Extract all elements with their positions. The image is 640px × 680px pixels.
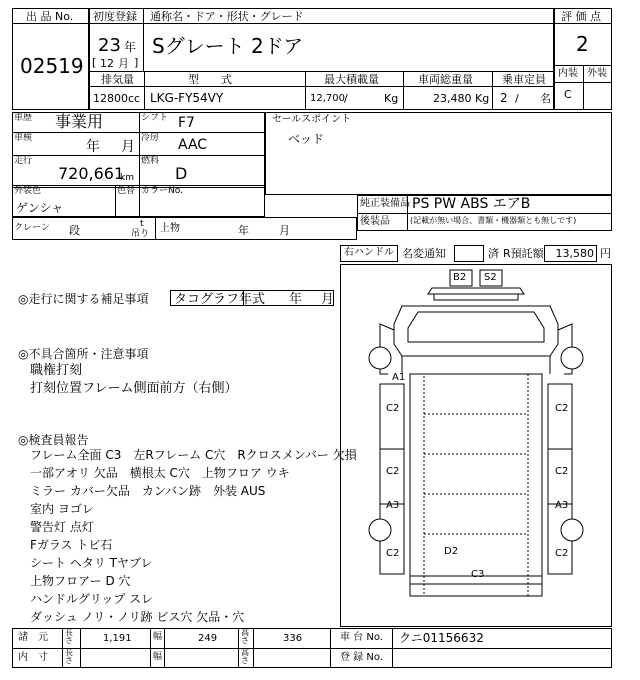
crane-stage: 段 — [69, 224, 80, 237]
length-value: 1,191 — [103, 633, 132, 644]
seat-slash: / — [515, 92, 519, 105]
disp-unit: cc — [128, 92, 141, 105]
damage-c2-right-rear: C2 — [555, 548, 569, 559]
inner-length-label: 長さ — [65, 648, 73, 665]
equipment-label: 純正装備品 — [360, 198, 410, 209]
crane-box — [12, 217, 357, 240]
disp-label: 排気量 — [101, 73, 134, 86]
tacho-month: 月 — [321, 292, 335, 307]
equipment-value: PS PW ABS エアB — [412, 196, 531, 212]
front-bumper — [428, 288, 524, 294]
damage-b2: B2 — [453, 272, 467, 283]
mileage-value: 720,661 — [58, 164, 125, 183]
inspector-line: Fガラス トビ石 — [30, 538, 113, 552]
gvw-label: 車両総重量 — [418, 73, 473, 86]
recycle-yen: 円 — [600, 247, 611, 260]
cab-outline — [394, 306, 558, 356]
mileage-label: 走行 — [14, 156, 33, 166]
first-reg-label: 初度登録 — [93, 10, 137, 23]
defect-title: ◎不具合箇所・注意事項 — [18, 347, 149, 361]
dims-label: 諸 元 — [18, 632, 48, 643]
name-change-label: 名変通知 — [402, 247, 446, 260]
shift-label: シフト — [141, 113, 169, 123]
color-no-label: カラーNo. — [141, 186, 183, 196]
damage-c2-left-front: C2 — [386, 403, 400, 414]
shift-value: F7 — [178, 115, 195, 131]
aircon-value: AAC — [178, 137, 208, 153]
inspector-line: ハンドルグリップ スレ — [30, 592, 154, 606]
disp-value: 12800 — [93, 92, 128, 105]
height-label: 高さ — [241, 628, 249, 645]
handle-value: 右ハンドル — [344, 247, 394, 258]
chassis-label: 車 台 No. — [340, 632, 383, 643]
front-right-wheel — [561, 347, 583, 369]
type-label: 型 式 — [188, 73, 232, 86]
inspector-line: 警告灯 点灯 — [30, 520, 94, 534]
name-label: 通称名・ドア・形状・グレード — [150, 10, 304, 23]
damage-c2-left-rear: C2 — [386, 548, 400, 559]
damage-c2-right-front: C2 — [555, 403, 569, 414]
crane-t: t — [140, 219, 144, 229]
length-label: 長さ — [65, 628, 73, 645]
cargo-floor — [424, 374, 528, 596]
fuel-value: D — [175, 164, 188, 183]
inspector-line: 室内 ヨゴレ — [30, 502, 94, 516]
tacho-year: 年 — [289, 292, 303, 307]
sales-point-label: セールスポイント — [272, 114, 352, 125]
aftermarket-label: 後装品 — [360, 216, 390, 227]
chassis-value: クニ01156632 — [399, 631, 484, 645]
color-value: ゲンシャ — [16, 201, 64, 215]
inspection-month: 月 — [121, 139, 135, 155]
sales-point-value: ベッド — [288, 132, 325, 146]
rear-left-wheel-1 — [369, 519, 391, 541]
damage-s2: S2 — [484, 272, 497, 283]
damage-d2: D2 — [444, 546, 459, 557]
inspection-year: 年 — [86, 139, 100, 155]
cargo-body — [410, 374, 542, 596]
interior-value: C — [564, 88, 572, 101]
color-change-label: 色替 — [117, 186, 136, 196]
color-label: 外装色 — [14, 186, 42, 196]
inspector-line: フレーム全面 C3 左Rフレーム C穴 Rクロスメンバー 欠損 — [30, 448, 357, 462]
upload-month: 月 — [279, 224, 290, 237]
inspector-line: 一部アオリ 欠品 横根太 C穴 上物フロア ウキ — [30, 466, 290, 480]
inspection-label: 車検 — [14, 133, 33, 143]
lot-label: 出 品 No. — [26, 10, 74, 23]
seat-unit: 名 — [540, 92, 551, 105]
load-unit: Kg — [384, 92, 399, 105]
tacho-label: タコグラフ年式 — [174, 292, 266, 307]
crane-label: クレーン — [14, 223, 50, 233]
crane-hook: 吊り — [131, 229, 150, 239]
grade-value: 2 — [576, 32, 589, 56]
inspector-line: ミラー カバー欠品 カンバン跡 外装 AUS — [30, 484, 266, 498]
auction-sheet: 出 品 No. 02519 初度登録 通称名・ドア・形状・グレード 23 年 [ 12 月 ] Sグレート 2ドア 排気量 型 式 最大積載量 車両総重量 乗車定員 12800 cc LKG-FY54VY 12,700 / Kg 23,480 Kg 2 / 名 評 価 点 2 内装 外装 C 車歴 事業用 シフト F7 車検 年 月 冷房 AAC 走行 720,661 km 燃料 D 外装色 ゲンシャ 色替 カラーNo. セールスポイント ベッド 純正装備品 PS PW ABS エアB 後装品 (記載が無い場合、書類・機器類とも無しです) クレーン 段 t 吊り 上物 年 月 右ハンドル 名変通知 済 R預託額 13,580 円 ◎走行に関する補足事項 タコグラフ年式 年 月 ◎不具合箇所・注意事項 職権打刻 打刻位置フレーム側面前方（右側） ◎検査員報告 フレーム全面 C3 左Rフレーム C穴 Rクロスメンバー 欠損 一部アオリ 欠品 横根太 C穴 上物フロア ウキ ミラー カバー欠品 カンバン跡 外装 AUS 室内 ヨゴレ 警告灯 点灯 Fガラス トビ石 シート ヘタリ Tヤブレ 上物フロアー D 穴 ハンドルグリップ スレ ダッシュ ノリ・ノリ跡 ビス穴 欠品・穴 B2 S2 A1 C2 C2 C2 C2 A3 A3 C2 C2 D2 C3 諸 元 長さ 1,191 幅 249 高さ 336 車 台 No. クニ01156632 内 寸 長さ 幅 高さ 登 録 No. — [0, 0, 640, 680]
load-value: 12,700 — [310, 93, 345, 104]
reg-label: 登 録 No. — [340, 652, 383, 663]
width-value: 249 — [198, 633, 218, 644]
damage-a3-left: A3 — [386, 500, 400, 511]
seat-value: 2 — [500, 91, 508, 105]
gvw-value: 23,480 — [433, 92, 472, 105]
damage-c3: C3 — [471, 569, 485, 580]
inner-height-label: 高さ — [241, 648, 249, 665]
inner-label: 内 寸 — [18, 652, 48, 663]
inspector-line: シート ヘタリ Tヤブレ — [30, 556, 153, 570]
damage-a1: A1 — [392, 372, 406, 383]
history-value: 事業用 — [55, 112, 104, 131]
recycle-label: R預託額 — [503, 247, 544, 260]
front-left-wheel — [369, 347, 391, 369]
damage-c2-left-mid: C2 — [386, 466, 400, 477]
history-label: 車歴 — [14, 113, 33, 123]
aircon-label: 冷房 — [141, 133, 160, 143]
upload-label: 上物 — [160, 223, 180, 234]
aftermarket-note: (記載が無い場合、書類・機器類とも無しです) — [410, 216, 577, 225]
exterior-label: 外装 — [587, 68, 607, 79]
running-title: ◎走行に関する補足事項 — [18, 292, 149, 306]
seat-label: 乗車定員 — [502, 73, 546, 86]
damage-a3-right: A3 — [555, 500, 569, 511]
first-reg-month: 12 — [100, 57, 114, 70]
name-change-status: 済 — [488, 247, 499, 260]
width-label: 幅 — [153, 632, 163, 642]
windshield — [408, 312, 544, 342]
model-name: Sグレート 2ドア — [152, 34, 304, 58]
first-reg-year: 23 — [98, 35, 121, 56]
name-change-box — [454, 245, 484, 262]
rear-right-wheel-1 — [561, 519, 583, 541]
recycle-value: 13,580 — [555, 247, 594, 260]
grade-label: 評 価 点 — [561, 10, 601, 23]
gvw-unit: Kg — [475, 92, 490, 105]
interior-label: 内装 — [558, 68, 578, 79]
inspector-line: ダッシュ ノリ・ノリ跡 ビス穴 欠品・穴 — [30, 610, 245, 624]
inner-width-label: 幅 — [153, 652, 163, 662]
fuel-label: 燃料 — [141, 156, 160, 166]
defect-line: 打刻位置フレーム側面前方（右側） — [30, 381, 238, 396]
lot-number: 02519 — [20, 54, 84, 78]
upload-year: 年 — [238, 224, 249, 237]
month-unit: 月 — [118, 57, 129, 70]
type-value: LKG-FY54VY — [150, 91, 224, 105]
grille — [434, 294, 518, 300]
inspector-line: 上物フロアー D 穴 — [30, 574, 131, 588]
inspector-title: ◎検査員報告 — [18, 433, 89, 447]
mileage-unit: km — [120, 173, 134, 183]
load-label: 最大積載量 — [324, 73, 379, 86]
damage-c2-right-mid: C2 — [555, 466, 569, 477]
year-unit: 年 — [124, 40, 137, 54]
load-slash: / — [344, 92, 348, 105]
defect-line: 職権打刻 — [30, 363, 83, 378]
height-value: 336 — [283, 633, 303, 644]
